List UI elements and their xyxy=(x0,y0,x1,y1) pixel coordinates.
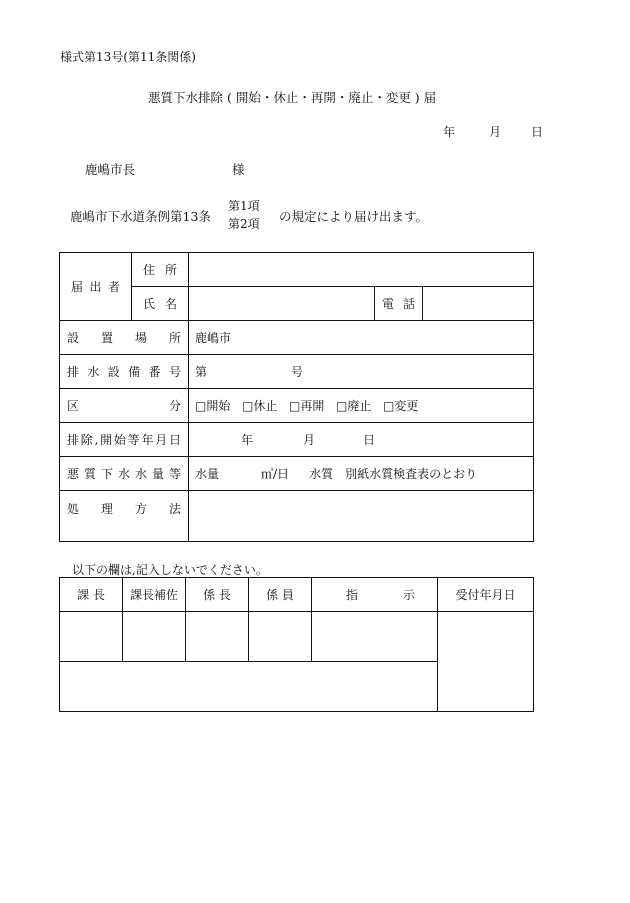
applicant-label: 届 出 者 xyxy=(60,253,132,321)
office-remarks-box xyxy=(60,662,438,712)
name-field[interactable] xyxy=(189,287,375,321)
quality-field[interactable] xyxy=(189,457,534,491)
treatment-field[interactable] xyxy=(189,491,534,542)
option-abolish[interactable]: □廃止 xyxy=(336,399,372,413)
drain-prefix: 第 xyxy=(195,365,208,379)
assistant-stamp-box xyxy=(123,612,186,662)
addressee: 鹿嶋市長 xyxy=(85,162,136,177)
option-resume[interactable]: □再開 xyxy=(289,399,325,413)
quality-text: 水質 xyxy=(309,467,334,481)
phone-label: 電 話 xyxy=(375,287,423,321)
ordinance-item-2: 第2項 xyxy=(228,217,260,231)
staff-header: 係 員 xyxy=(249,578,312,612)
assistant-header: 課長補佐 xyxy=(123,578,186,612)
drain-number-field[interactable] xyxy=(189,355,534,389)
start-year: 年 xyxy=(241,433,254,447)
drain-suffix: 号 xyxy=(291,365,304,379)
address-label: 住 所 xyxy=(132,253,189,287)
staff-stamp-box xyxy=(249,612,312,662)
name-label: 氏 名 xyxy=(132,287,189,321)
date-day: 日 xyxy=(531,125,544,139)
ordinance-reference: 鹿嶋市下水道条例第13条 xyxy=(70,209,211,224)
quality-reference: 別紙水質検査表のとおり xyxy=(345,467,478,481)
date-month: 月 xyxy=(489,125,502,139)
location-label: 設置場所 xyxy=(60,321,189,355)
section-chief-stamp-box xyxy=(186,612,249,662)
category-options xyxy=(189,389,534,423)
section-chief-header: 係 長 xyxy=(186,578,249,612)
phone-field[interactable] xyxy=(423,287,534,321)
drain-number-label: 排水設備番号 xyxy=(60,355,189,389)
chief-stamp-box xyxy=(60,612,123,662)
date-year: 年 xyxy=(443,125,456,139)
location-field[interactable]: 鹿嶋市 xyxy=(189,321,534,355)
document-title: 悪質下水排除 ( 開始・休止・再開・廃止・変更 ) 届 xyxy=(148,90,437,105)
received-date-header: 受付年月日 xyxy=(438,578,534,612)
start-day: 日 xyxy=(363,433,376,447)
application-form-table xyxy=(59,252,534,542)
option-start[interactable]: □開始 xyxy=(195,399,231,413)
quality-label: 悪質下水水量等 xyxy=(60,457,189,491)
start-month: 月 xyxy=(303,433,316,447)
start-date-label: 排除,開始等年月日 xyxy=(60,423,189,457)
ordinance-item-1: 第1項 xyxy=(228,199,260,213)
submission-date xyxy=(443,123,543,140)
ordinance-tail: の規定により届け出ます。 xyxy=(279,209,429,224)
option-change[interactable]: □変更 xyxy=(383,399,419,413)
quantity-label: 水量 xyxy=(195,467,220,481)
start-date-field[interactable] xyxy=(189,423,534,457)
quantity-unit: ㎥/日 xyxy=(261,467,290,481)
instruction-header: 指 示 xyxy=(312,578,438,612)
chief-header: 課 長 xyxy=(60,578,123,612)
treatment-label: 処理方法 xyxy=(60,491,189,542)
office-use-table xyxy=(59,577,534,712)
instruction-box xyxy=(312,612,438,662)
form-number: 様式第13号(第11条関係) xyxy=(60,50,196,64)
category-label: 区分 xyxy=(60,389,189,423)
received-date-box xyxy=(438,612,534,712)
option-suspend[interactable]: □休止 xyxy=(242,399,278,413)
address-field[interactable] xyxy=(189,253,534,287)
office-use-note: 以下の欄は,記入しないでください。 xyxy=(72,563,268,577)
honorific: 様 xyxy=(232,162,245,177)
